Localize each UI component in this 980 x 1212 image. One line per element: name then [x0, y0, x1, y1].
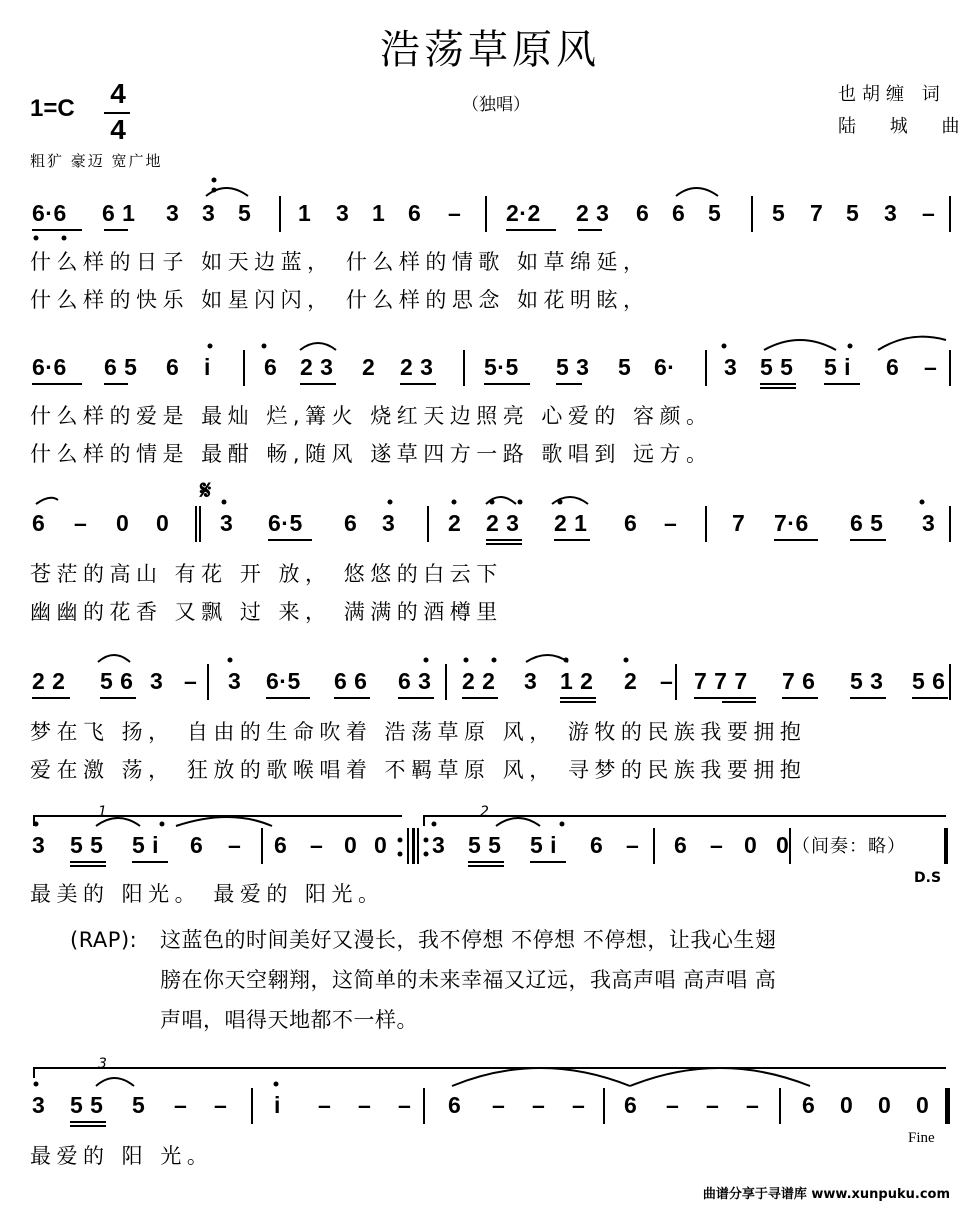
slur [878, 337, 946, 350]
note: – [922, 200, 936, 226]
note: 0 [374, 832, 388, 858]
note: 6 [590, 832, 604, 858]
fine-mark: Fine [908, 1130, 935, 1146]
note: – [664, 510, 678, 536]
note: 3 [228, 668, 242, 694]
note: 5 i [824, 354, 852, 380]
note: 3 [524, 668, 538, 694]
song-title: 浩荡草原风 [380, 27, 600, 73]
note: 2·2 [506, 200, 541, 226]
composer-credit: 陆 城 曲 [838, 116, 974, 137]
note: 2 3 [576, 200, 610, 226]
note: 7 [810, 200, 824, 226]
note: 6·6 [32, 200, 67, 226]
source-footer: 曲谱分享于寻谱库 www.xunpuku.com [702, 1187, 950, 1202]
note: 5 5 [70, 1092, 104, 1118]
lyric-line: 梦在飞 扬， 自由的生命吹着 浩荡草原 风， 游牧的民族我要拥抱 [30, 720, 807, 744]
note: – [74, 510, 88, 536]
volta-number-3: 3 [98, 1056, 107, 1072]
note: 0 [878, 1092, 892, 1118]
dal-segno-mark: D.S [914, 870, 942, 886]
note: 7 [732, 510, 746, 536]
note: – [924, 354, 938, 380]
note: – [532, 1092, 546, 1118]
note: 3 [432, 832, 446, 858]
note: – [666, 1092, 680, 1118]
note: 0 [776, 832, 790, 858]
note: 6·6 [32, 354, 67, 380]
note: 5 6 [912, 668, 946, 694]
note: – [310, 832, 324, 858]
note: 5 i [530, 832, 558, 858]
note: 5 5 [70, 832, 104, 858]
note: 3 [884, 200, 898, 226]
slur [36, 498, 58, 504]
note: 6·5 [266, 668, 301, 694]
note: 6 5 [104, 354, 138, 380]
time-signature-bottom: 4 [110, 114, 126, 145]
slur [96, 818, 140, 826]
note: i [274, 1092, 281, 1118]
note: 2 2 [32, 668, 66, 694]
tempo-marking: 粗犷 豪迈 宽广地 [30, 152, 163, 170]
note: – [398, 1092, 412, 1118]
note: 7 7 7 [694, 668, 748, 694]
note: – [318, 1092, 332, 1118]
note: 6 [190, 832, 204, 858]
note: 6· [654, 354, 676, 380]
note: 2 2 [462, 668, 496, 694]
lyric-line: 最美的 阳光。 最爱的 阳光。 [30, 882, 385, 906]
note: – [448, 200, 462, 226]
note: 3 [336, 200, 350, 226]
note: – [184, 668, 198, 694]
note: 6 5 [850, 510, 884, 536]
key-signature: 1=C [30, 95, 75, 122]
note: 7 6 [782, 668, 816, 694]
lyric-line: 最爱的 阳 光。 [30, 1144, 214, 1168]
note: – [706, 1092, 720, 1118]
interlude-note: （间奏：略） [792, 836, 906, 857]
note: 3 [150, 668, 164, 694]
slur [452, 1068, 630, 1086]
lyric-line: 什么样的日子 如天边蓝， 什么样的情歌 如草绵延， [30, 250, 650, 274]
note: – [214, 1092, 228, 1118]
note: 5 [772, 200, 786, 226]
note: 6 [344, 510, 358, 536]
slur [552, 497, 588, 504]
note: – [228, 832, 242, 858]
note: – [358, 1092, 372, 1118]
lyric-line: 爱在激 荡， 狂放的歌喉唱着 不羁草原 风， 寻梦的民族我要拥抱 [30, 758, 807, 782]
note: 6 3 [398, 668, 432, 694]
note: – [746, 1092, 760, 1118]
performance-mode: （独唱） [462, 95, 530, 115]
note: 5 3 [850, 668, 884, 694]
note: 6 [886, 354, 900, 380]
note: 5 [708, 200, 722, 226]
slur [300, 343, 336, 350]
slur [764, 340, 836, 350]
note: 6 [264, 354, 278, 380]
note: 2 [448, 510, 462, 536]
note: 6 1 [102, 200, 136, 226]
note: 0 [344, 832, 358, 858]
note: 3 [220, 510, 234, 536]
note: 3 [166, 200, 180, 226]
slur [176, 817, 272, 826]
note: 6 [672, 200, 686, 226]
rap-label: (RAP): [70, 928, 138, 952]
slur [676, 188, 718, 196]
note: – [710, 832, 724, 858]
note: 3 [382, 510, 396, 536]
segno-sign: 𝄋 [200, 476, 212, 506]
slur [96, 1078, 134, 1086]
note: – [492, 1092, 506, 1118]
note: 2 3 [400, 354, 434, 380]
note: 3 [32, 1092, 46, 1118]
note: 1 2 [560, 668, 594, 694]
note: 5 [238, 200, 252, 226]
slur [526, 655, 568, 662]
rap-line: 这蓝色的时间美好又漫长，我不停想 不停想 不停想，让我心生翅 [160, 928, 777, 952]
lyric-line: 什么样的爱是 最灿 烂,篝火 烧红天边照亮 心爱的 容颜。 [30, 404, 713, 428]
note: 6 [624, 1092, 638, 1118]
note: 6 6 [334, 668, 368, 694]
slur [630, 1068, 810, 1086]
note: 0 [916, 1092, 930, 1118]
note: 5 [618, 354, 632, 380]
slur [98, 655, 130, 662]
note: – [174, 1092, 188, 1118]
note: 0 [156, 510, 170, 536]
note: 6 [408, 200, 422, 226]
note: 0 [840, 1092, 854, 1118]
note: 3 [202, 200, 216, 226]
note: 6·5 [268, 510, 303, 536]
slur [496, 818, 540, 826]
note: 0 [116, 510, 130, 536]
note: 5 5 [760, 354, 794, 380]
note: 6 [274, 832, 288, 858]
note: 2 1 [554, 510, 588, 536]
note: 2 [362, 354, 376, 380]
note: i [204, 354, 211, 380]
time-signature-top: 4 [110, 78, 126, 109]
note: 3 [32, 832, 46, 858]
note: 3 [922, 510, 936, 536]
note: 2 3 [486, 510, 520, 536]
note: 5 3 [556, 354, 590, 380]
note: 5 5 [468, 832, 502, 858]
note: 5·5 [484, 354, 519, 380]
note: 6 [674, 832, 688, 858]
note: 6 [802, 1092, 816, 1118]
lyric-line: 幽幽的花香 又飘 过 来， 满满的酒樽里 [30, 600, 503, 624]
note: 6 [448, 1092, 462, 1118]
volta-number-1: 1 [98, 804, 107, 820]
note: 6 [166, 354, 180, 380]
note: 1 [372, 200, 386, 226]
note: – [572, 1092, 586, 1118]
rap-line: 声唱，唱得天地都不一样。 [160, 1008, 418, 1032]
rap-line: 膀在你天空翱翔，这简单的未来幸福又辽远，我高声唱 高声唱 高 [160, 968, 777, 992]
note: 2 3 [300, 354, 334, 380]
lyricist-credit: 也胡缠 词 [838, 84, 946, 105]
note: 1 [298, 200, 312, 226]
lyric-line: 什么样的快乐 如星闪闪， 什么样的思念 如花明眩， [30, 288, 650, 312]
note: 6 [636, 200, 650, 226]
note: – [626, 832, 640, 858]
volta-number-2: 2 [480, 804, 489, 820]
note: 5 [846, 200, 860, 226]
note: 6 [32, 510, 46, 536]
note: – [660, 668, 674, 694]
note: 3 [724, 354, 738, 380]
lyric-line: 什么样的情是 最酣 畅,随风 遂草四方一路 歌唱到 远方。 [30, 442, 713, 466]
note: 7·6 [774, 510, 809, 536]
note: 0 [744, 832, 758, 858]
note: 5 6 [100, 668, 134, 694]
note: 2 [624, 668, 638, 694]
note: 5 [132, 1092, 146, 1118]
note: 5 i [132, 832, 160, 858]
lyric-line: 苍茫的高山 有花 开 放， 悠悠的白云下 [30, 562, 503, 586]
note: 6 [624, 510, 638, 536]
